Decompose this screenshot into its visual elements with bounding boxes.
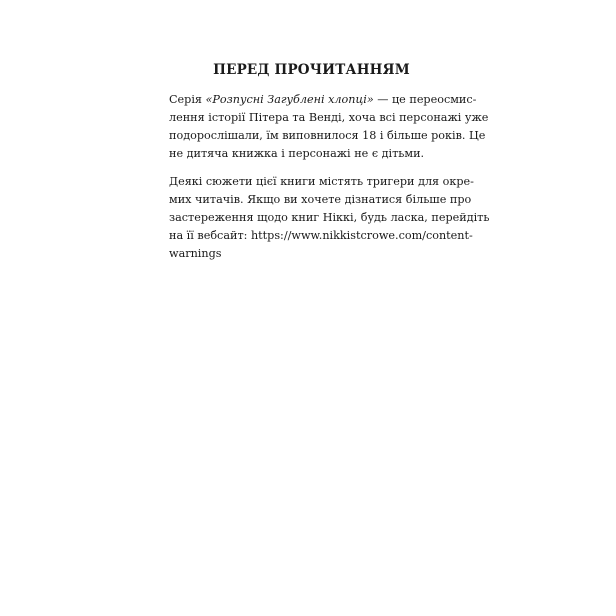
series-title: «Розпусні Загублені хлопці» xyxy=(205,93,374,106)
text-line: Деякі сюжети цієї книги містять тригери для окре- xyxy=(169,175,474,188)
text-line xyxy=(169,91,477,109)
text-line: застереження щодо книг Ніккі, будь ласка, перейдіть xyxy=(169,211,490,224)
line-suffix: — це переосмис- xyxy=(373,93,477,106)
text-line: не дитяча книжка і персонажі не є дітьми. xyxy=(169,147,425,160)
page-content xyxy=(169,60,490,263)
text-line: лення історії Пітера та Венді, хоча всі персонажі уже xyxy=(169,111,489,124)
text-line-url-end: warnings xyxy=(169,247,222,260)
line-prefix: Серія xyxy=(169,93,206,106)
paragraph-intro xyxy=(169,91,489,163)
text-line: подорослішали, їм виповнилося 18 і більше років. Це xyxy=(169,129,486,142)
text-line: мих читачів. Якщо ви хочете дізнатися більше про xyxy=(169,193,472,206)
page-title: ПЕРЕД ПРОЧИТАННЯМ xyxy=(213,62,410,78)
paragraph-warning xyxy=(169,173,490,263)
text-line-with-url: на її вебсайт: https://www.nikkistcrowe.com/content- xyxy=(169,229,473,242)
